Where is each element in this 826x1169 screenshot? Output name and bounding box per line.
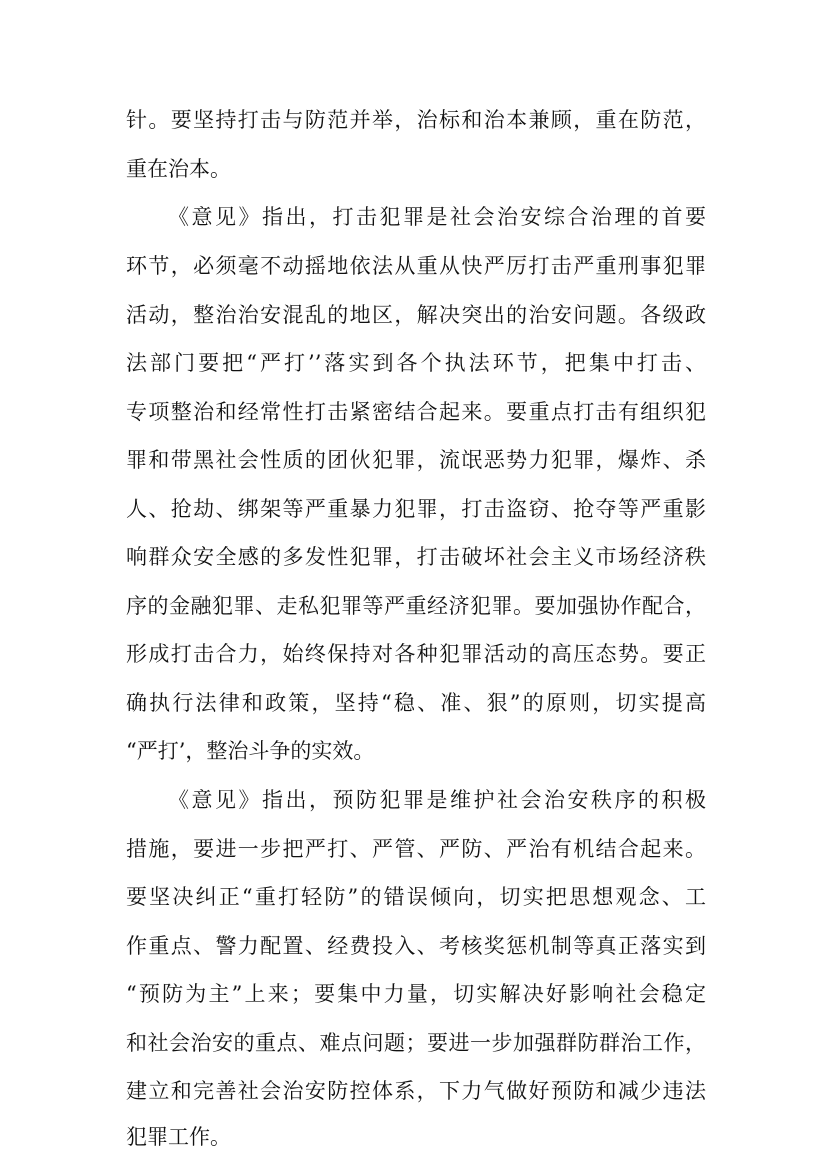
text-line-3: 《意见》指出，打击犯罪是社会治安综合治理的首要 — [168, 205, 706, 229]
text-line-22: 犯罪工作。 — [126, 1125, 231, 1149]
text-line-8: 罪和带黑社会性质的团伙犯罪，流氓恶势力犯罪，爆炸、杀 — [126, 448, 706, 472]
text-line-4: 环节，必须毫不动摇地依法从重从快严厉打击严重刑事犯罪 — [126, 254, 706, 278]
text-line-2: 重在治本。 — [126, 157, 231, 181]
text-line-16: 措施，要进一步把严打、严管、严防、严治有机结合起来。 — [126, 837, 706, 861]
text-line-13: 确执行法律和政策，坚持“稳、准、狠”的原则，切实提高 — [126, 691, 706, 715]
text-line-14: “严打’，整治斗争的实效。 — [126, 739, 375, 763]
text-line-9: 人、抢劫、绑架等严重暴力犯罪，打击盗窃、抢夺等严重影 — [126, 497, 706, 521]
text-line-11: 序的金融犯罪、走私犯罪等严重经济犯罪。要加强协作配合， — [126, 594, 706, 618]
text-line-12: 形成打击合力，始终保持对各种犯罪活动的高压态势。要正 — [126, 642, 706, 666]
text-line-20: 和社会治安的重点、难点问题；要进一步加强群防群治工作， — [126, 1031, 706, 1055]
text-line-18: 作重点、警力配置、经费投入、考核奖惩机制等真正落实到 — [126, 934, 706, 958]
text-line-15: 《意见》指出，预防犯罪是维护社会治安秩序的积极 — [168, 788, 706, 812]
text-line-10: 响群众安全感的多发性犯罪，打击破坏社会主义市场经济秩 — [126, 545, 706, 569]
text-line-1: 针。要坚持打击与防范并举，治标和治本兼顾，重在防范， — [126, 108, 706, 132]
text-line-7: 专项整治和经常性打击紧密结合起来。要重点打击有组织犯 — [126, 400, 706, 424]
text-line-21: 建立和完善社会治安防控体系，下力气做好预防和减少违法 — [126, 1079, 706, 1103]
text-line-6: 法部门要把“严打’’落实到各个执法环节，把集中打击、 — [126, 351, 706, 375]
text-line-17: 要坚决纠正“重打轻防”的错误倾向，切实把思想观念、工 — [126, 885, 706, 909]
text-line-5: 活动，整治治安混乱的地区，解决突出的治安问题。各级政 — [126, 303, 706, 327]
text-line-19: “预防为主”上来；要集中力量，切实解决好影响社会稳定 — [126, 982, 706, 1006]
